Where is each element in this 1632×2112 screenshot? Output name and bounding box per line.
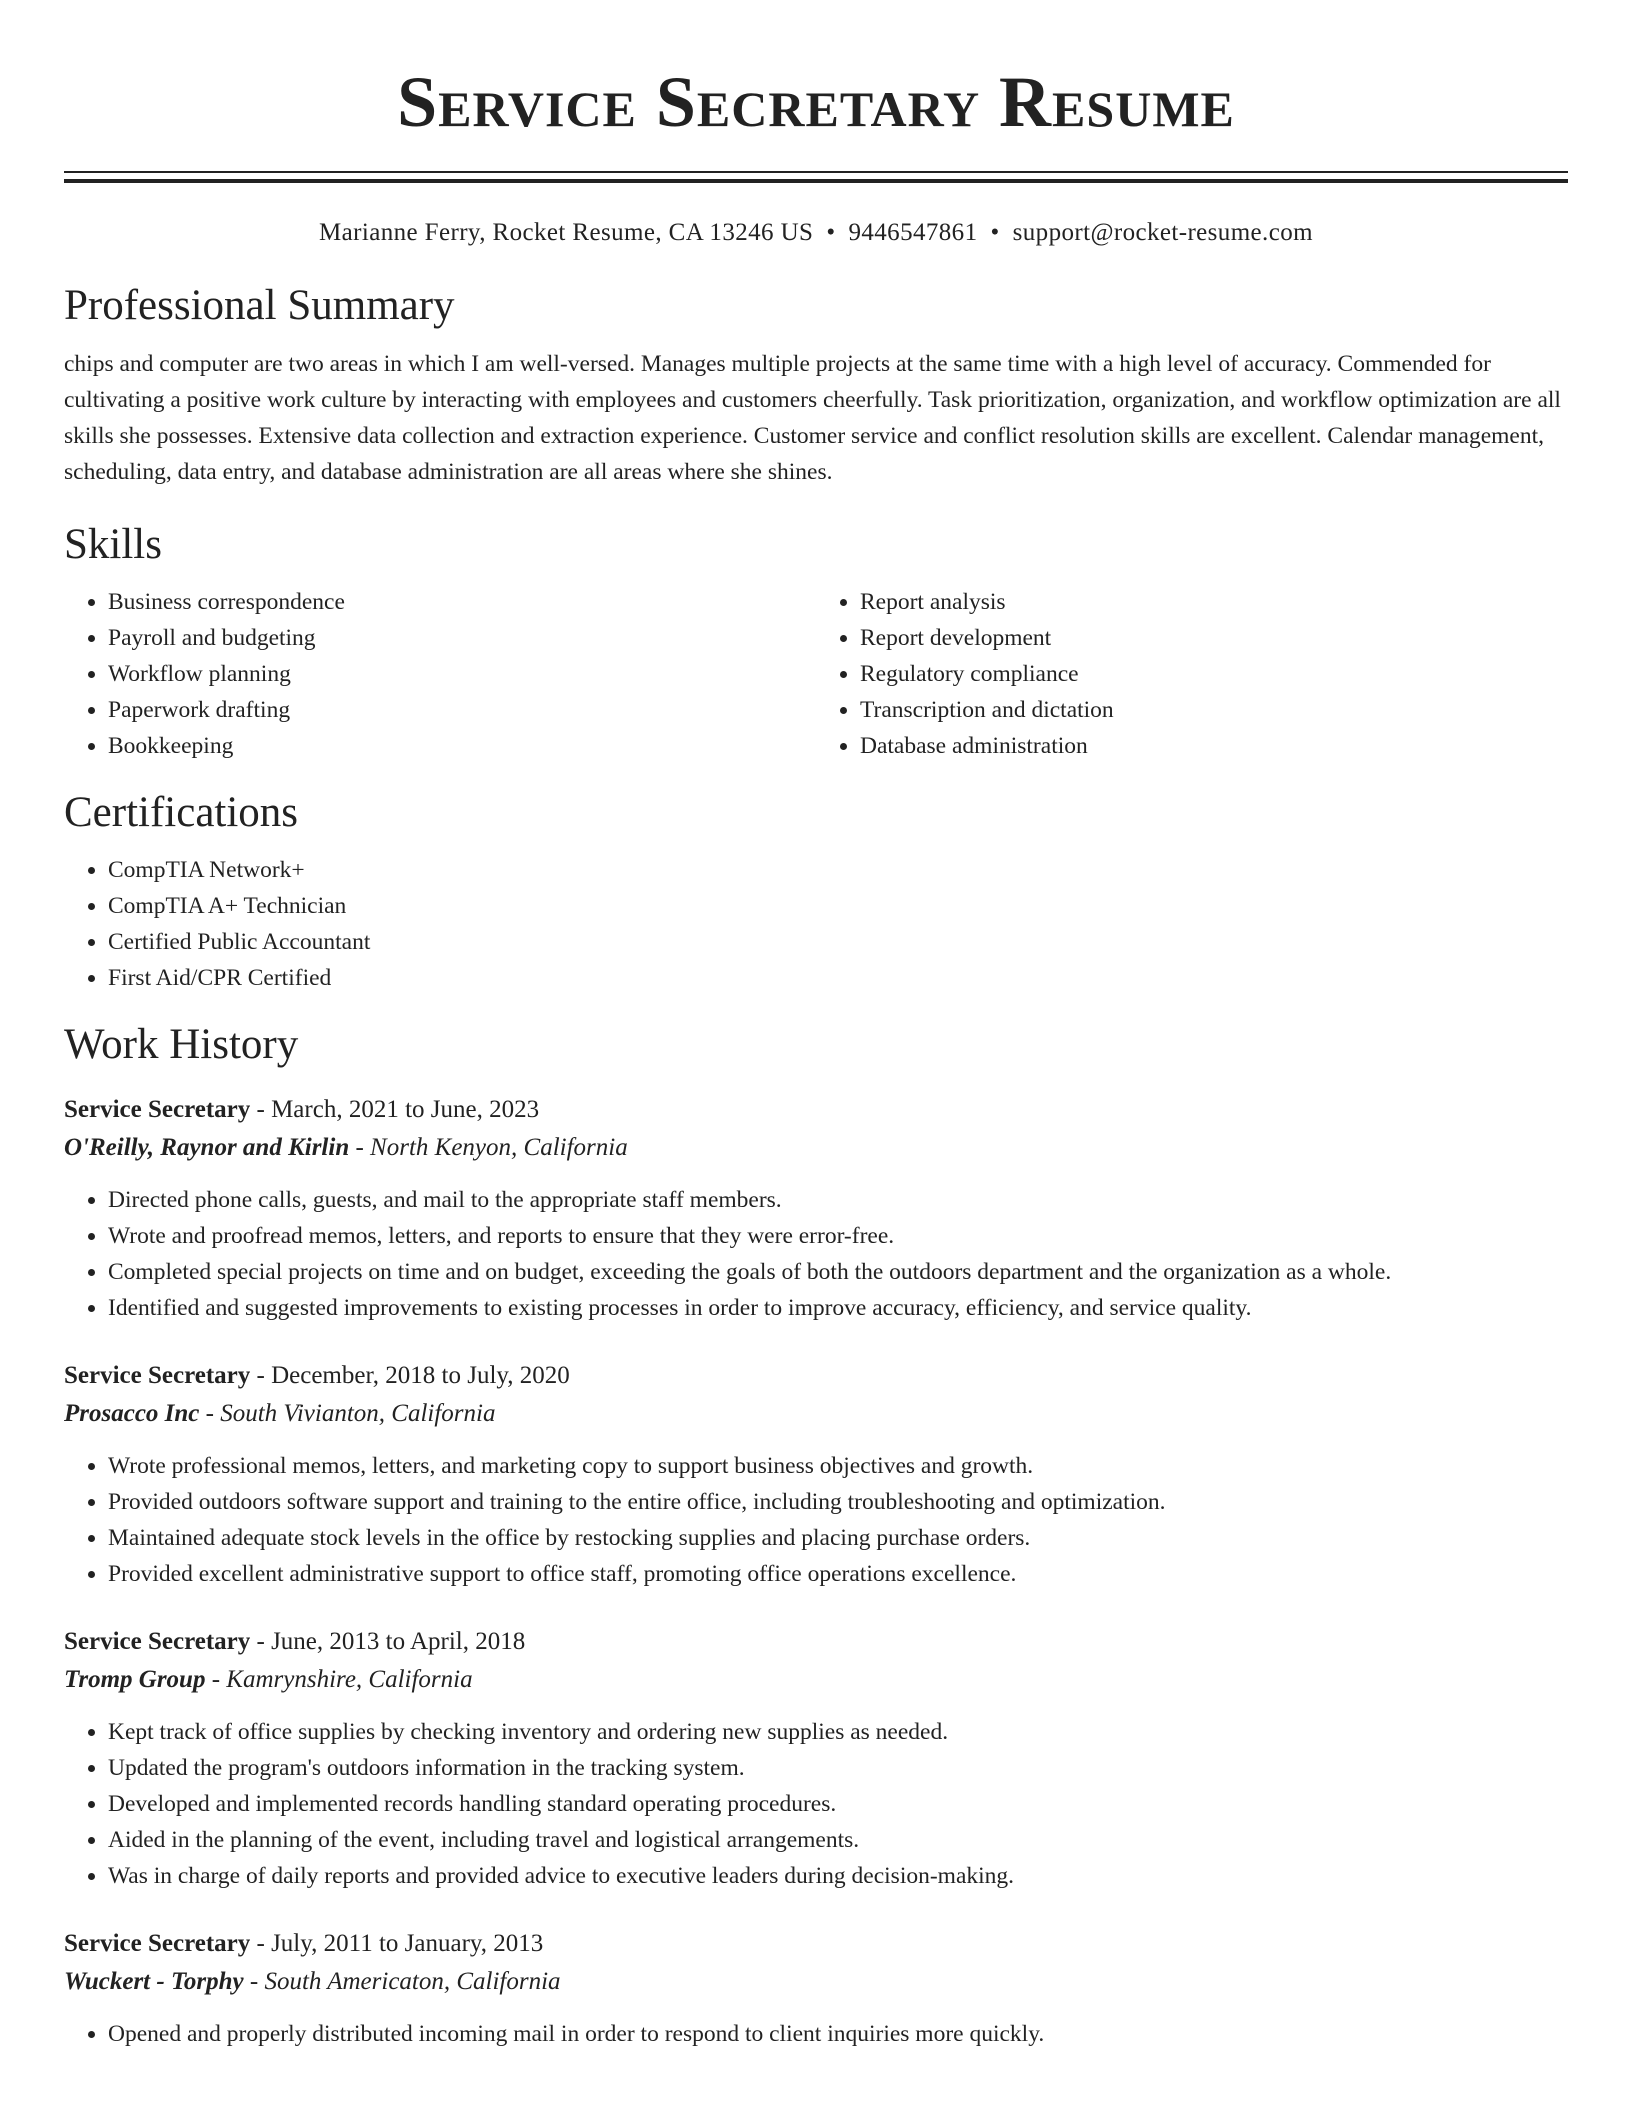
job-location: - Kamrynshire, California (205, 1666, 473, 1693)
skills-columns (64, 584, 1568, 764)
certification-item: • CompTIA Network+ (108, 852, 1568, 888)
job-bullet: • Wrote professional memos, letters, and marketing copy to support business objectives and growth. (108, 1448, 1568, 1484)
job-role: Service Secretary (64, 1362, 251, 1389)
contact-address: Marianne Ferry, Rocket Resume, CA 13246 US (319, 219, 814, 246)
job-bullets (64, 1182, 1568, 1326)
job-title-line (64, 1926, 1568, 1962)
contact-separator: • (990, 219, 1000, 246)
skills-list-right (816, 584, 1568, 764)
skill-item: • Regulatory compliance (860, 656, 1568, 692)
skill-item: • Report development (860, 620, 1568, 656)
job-bullet: • Identified and suggested improvements to existing processes in order to improve accuracy, efficiency, and service quality. (108, 1290, 1568, 1326)
job-title-line (64, 1358, 1568, 1394)
contact-line (64, 217, 1568, 249)
job-dates: - December, 2018 to July, 2020 (250, 1362, 570, 1389)
job-company: Wuckert - Torphy (64, 1968, 244, 1995)
job-title-line (64, 1092, 1568, 1128)
title-divider-thick (64, 179, 1568, 183)
job-company-line (64, 1394, 1568, 1434)
contact-email: support@rocket-resume.com (1012, 219, 1313, 246)
job-title-line (64, 1624, 1568, 1660)
job-dates: - July, 2011 to January, 2013 (250, 1930, 544, 1957)
skill-item: • Workflow planning (108, 656, 816, 692)
certification-item: • CompTIA A+ Technician (108, 888, 1568, 924)
job-company: Tromp Group (64, 1666, 206, 1693)
certification-item: • First Aid/CPR Certified (108, 960, 1568, 996)
work-history-heading: Work History (64, 1021, 299, 1068)
skills-heading: Skills (64, 521, 162, 568)
job-company-line (64, 1128, 1568, 1168)
job-location: - South Americaton, California (243, 1968, 561, 1995)
job-entry (64, 1624, 1568, 1894)
job-bullet: • Completed special projects on time and on budget, exceeding the goals of both the outdoors department and the organization as a whole. (108, 1254, 1568, 1290)
job-role: Service Secretary (64, 1930, 251, 1957)
job-bullets (64, 1714, 1568, 1894)
skill-item: • Business correspondence (108, 584, 816, 620)
job-company-line (64, 1660, 1568, 1700)
certification-item: • Certified Public Accountant (108, 924, 1568, 960)
job-bullet: • Developed and implemented records handling standard operating procedures. (108, 1786, 1568, 1822)
contact-phone: 9446547861 (848, 219, 978, 246)
job-bullet: • Aided in the planning of the event, including travel and logistical arrangements. (108, 1822, 1568, 1858)
certifications-heading: Certifications (64, 789, 299, 836)
summary-heading: Professional Summary (64, 282, 455, 329)
job-role: Service Secretary (64, 1096, 251, 1123)
job-role: Service Secretary (64, 1628, 251, 1655)
job-bullets (64, 2016, 1568, 2052)
job-entry (64, 1092, 1568, 1326)
job-bullets (64, 1448, 1568, 1592)
skill-item: • Transcription and dictation (860, 692, 1568, 728)
skill-item: • Bookkeeping (108, 728, 816, 764)
job-bullet: • Kept track of office supplies by checking inventory and ordering new supplies as needed. (108, 1714, 1568, 1750)
skills-list-left (64, 584, 816, 764)
contact-separator: • (826, 219, 836, 246)
job-company: O'Reilly, Raynor and Kirlin (64, 1134, 350, 1161)
summary-text: chips and computer are two areas in which I am well-versed. Manages multiple projects at the same time with a high level of accuracy. Commended for cultivating a positive work culture by interacting with employees and customers cheerfully. Task prioritization, organization, and workflow optimization are all skills she possesses. Extensive data collection and extraction experience. Customer service and conflict resolution skills are excellent. Calendar management, scheduling, data entry, and database administration are all areas where she shines. (64, 351, 1561, 485)
title-divider-thin (64, 171, 1568, 173)
job-bullet: • Provided outdoors software support and training to the entire office, including troubleshooting and optimization. (108, 1484, 1568, 1520)
job-bullet: • Opened and properly distributed incoming mail in order to respond to client inquiries more quickly. (108, 2016, 1568, 2052)
job-dates: - March, 2021 to June, 2023 (250, 1096, 540, 1123)
job-dates: - June, 2013 to April, 2018 (250, 1628, 526, 1655)
job-bullet: • Provided excellent administrative support to office staff, promoting office operations excellence. (108, 1556, 1568, 1592)
skill-item: • Payroll and budgeting (108, 620, 816, 656)
job-location: - North Kenyon, California (349, 1134, 628, 1161)
certifications-list (64, 852, 1568, 996)
job-bullet: • Updated the program's outdoors information in the tracking system. (108, 1750, 1568, 1786)
job-entry (64, 1926, 1568, 2052)
skill-item: • Database administration (860, 728, 1568, 764)
job-company: Prosacco Inc (64, 1400, 200, 1427)
job-bullet: • Maintained adequate stock levels in the office by restocking supplies and placing purchase orders. (108, 1520, 1568, 1556)
job-company-line (64, 1962, 1568, 2002)
job-bullet: • Was in charge of daily reports and provided advice to executive leaders during decision-making. (108, 1858, 1568, 1894)
job-entry (64, 1358, 1568, 1592)
skill-item: • Report analysis (860, 584, 1568, 620)
job-bullet: • Wrote and proofread memos, letters, and reports to ensure that they were error-free. (108, 1218, 1568, 1254)
job-bullet: • Directed phone calls, guests, and mail to the appropriate staff members. (108, 1182, 1568, 1218)
job-location: - South Vivianton, California (199, 1400, 496, 1427)
resume-title: Service Secretary Resume (397, 62, 1235, 142)
skill-item: • Paperwork drafting (108, 692, 816, 728)
